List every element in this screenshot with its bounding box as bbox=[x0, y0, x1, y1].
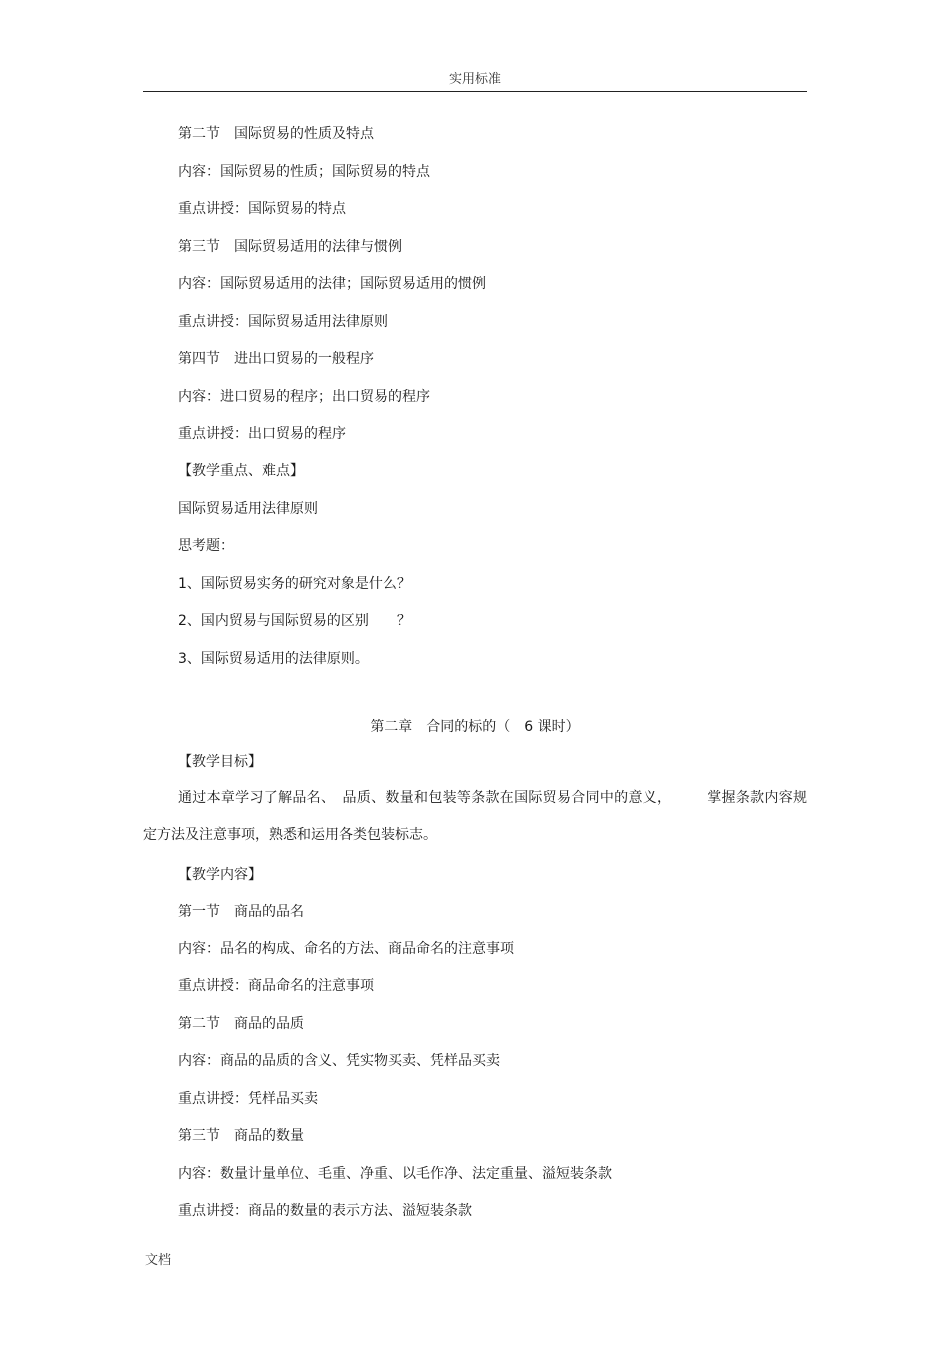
question-item: 1、国际贸易实务的研究对象是什么？ bbox=[178, 576, 411, 592]
text-line: 第二节 商品的品质 bbox=[178, 1016, 304, 1032]
text-line: 重点讲授：国际贸易的特点 bbox=[178, 201, 346, 217]
text-line: 第二节 国际贸易的性质及特点 bbox=[178, 126, 374, 142]
section-heading: 【教学重点、难点】 bbox=[178, 463, 304, 479]
text-line: 内容：品名的构成、命名的方法、商品命名的注意事项 bbox=[178, 941, 514, 957]
text-line: 内容：数量计量单位、毛重、净重、以毛作净、法定重量、溢短装条款 bbox=[178, 1166, 612, 1182]
text-line: 内容：进口贸易的程序；出口贸易的程序 bbox=[178, 389, 430, 405]
section-heading: 【教学目标】 bbox=[178, 754, 262, 770]
text-line: 内容：商品的品质的含义、凭实物买卖、凭样品买卖 bbox=[178, 1053, 500, 1069]
question-item: 2、国内贸易与国际贸易的区别 ？ bbox=[178, 613, 411, 629]
text-line: 重点讲授：国际贸易适用法律原则 bbox=[178, 314, 388, 330]
text-line: 重点讲授：商品命名的注意事项 bbox=[178, 978, 374, 994]
text-line: 国际贸易适用法律原则 bbox=[178, 501, 318, 517]
question-item: 3、国际贸易适用的法律原则。 bbox=[178, 651, 369, 667]
chapter-title: 第二章 合同的标的（ 6 课时） bbox=[370, 719, 580, 735]
page-header: 实用标准 bbox=[448, 72, 501, 87]
text-line: 重点讲授：出口贸易的程序 bbox=[178, 426, 346, 442]
text-line: 重点讲授：商品的数量的表示方法、溢短装条款 bbox=[178, 1203, 472, 1219]
text-line: 思考题： bbox=[178, 538, 234, 554]
text-line: 重点讲授：凭样品买卖 bbox=[178, 1091, 318, 1107]
objective-paragraph: 通过本章学习了解品名、 品质、数量和包装等条款在国际贸易合同中的意义， 掌握条款内容规定方法及注意事项，熟悉和运用各类包装标志。 bbox=[143, 790, 807, 843]
page-footer: 文档 bbox=[145, 1253, 172, 1268]
text-line: 内容：国际贸易适用的法律；国际贸易适用的惯例 bbox=[178, 276, 486, 292]
section-heading: 【教学内容】 bbox=[178, 867, 262, 883]
text-line: 内容：国际贸易的性质；国际贸易的特点 bbox=[178, 164, 430, 180]
text-line: 第一节 商品的品名 bbox=[178, 904, 304, 920]
text-line: 第三节 国际贸易适用的法律与惯例 bbox=[178, 239, 402, 255]
header-rule bbox=[143, 91, 807, 92]
text-line: 第三节 商品的数量 bbox=[178, 1128, 304, 1144]
text-line: 第四节 进出口贸易的一般程序 bbox=[178, 351, 374, 367]
